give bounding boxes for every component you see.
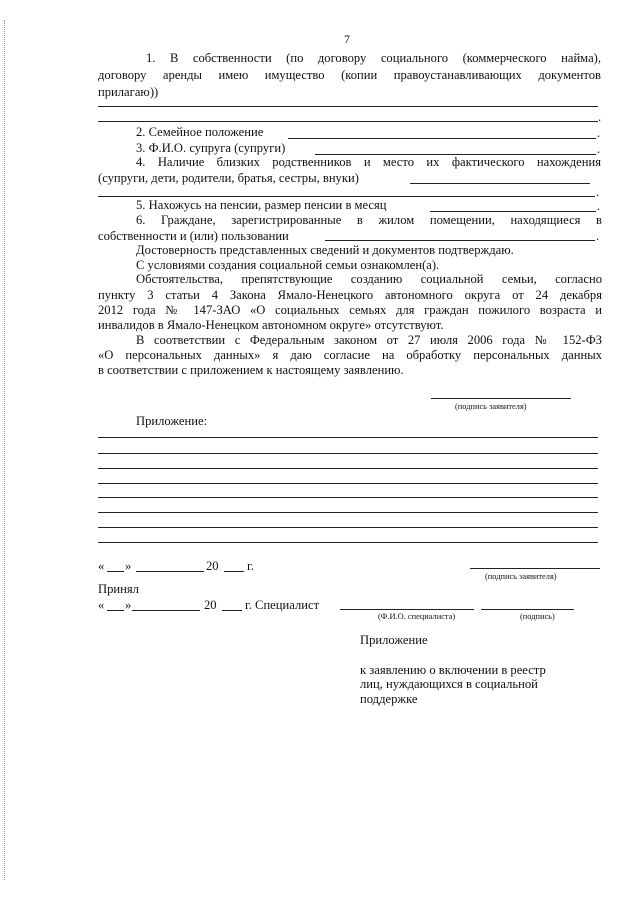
accepted-month-line[interactable]	[132, 610, 200, 611]
item1-line3: прилагаю))	[98, 85, 159, 99]
applicant-signature-caption-1: (подпись заявителя)	[455, 402, 527, 411]
date-open-quote: «	[98, 559, 105, 573]
item6-line1: 6. Граждане, зарегистрированные в жилом помещении, находящиеся в	[136, 213, 602, 227]
accepted-open-quote: «	[98, 598, 105, 612]
item6-line2: собственности и (или) пользовании	[98, 229, 289, 243]
item3-dot: .	[597, 142, 601, 156]
conditions-statement: С условиями создания социальной семьи ознакомлен(а).	[136, 258, 440, 272]
item3-label: 3. Ф.И.О. супруга (супруги)	[136, 141, 286, 155]
scan-edge-dots	[4, 20, 5, 880]
item1-fill-line-2[interactable]	[98, 121, 598, 122]
attachment-line-2[interactable]	[98, 453, 598, 454]
reliability-statement: Достоверность представленных сведений и документов подтверждаю.	[136, 243, 514, 257]
relatives-line-2[interactable]	[98, 196, 595, 197]
accepted-year-line[interactable]	[222, 610, 242, 611]
registered-persons-line[interactable]	[325, 240, 595, 241]
appendix-line2: лиц, нуждающихся в социальной	[360, 677, 538, 691]
item1-line1: 1. В собственности (по договору социального (коммерческого найма),	[146, 51, 601, 65]
date-year-line[interactable]	[224, 571, 244, 572]
date-year-suffix: г.	[247, 559, 254, 573]
date-close-quote: »	[125, 559, 132, 573]
specialist-name-caption: (Ф.И.О. специалиста)	[378, 612, 456, 621]
item4-line1: 4. Наличие близких родственников и место их фактического нахождения	[136, 155, 601, 169]
accepted-close-quote: »	[125, 598, 132, 612]
date-day-line[interactable]	[107, 571, 124, 572]
circumstances-line2: пункту 3 статьи 4 Закона Ямало-Ненецкого автономного округа от 24 декабря	[98, 288, 602, 302]
attachment-line-3[interactable]	[98, 468, 598, 469]
applicant-signature-line-2[interactable]	[470, 568, 600, 569]
attachment-line-1[interactable]	[98, 437, 598, 438]
item1-end-dot: .	[598, 110, 602, 124]
consent-line1: В соответствии с Федеральным законом от 27 июля 2006 года № 152-ФЗ	[136, 333, 602, 347]
attachment-line-4[interactable]	[98, 483, 598, 484]
accepted-year-suffix: г. Специалист	[245, 598, 320, 612]
pension-line[interactable]	[430, 211, 596, 212]
attachment-line-5[interactable]	[98, 497, 598, 498]
circumstances-line4: инвалидов в Ямало-Ненецком автономном округе» отсутствуют.	[98, 318, 444, 332]
accepted-label: Принял	[98, 582, 139, 596]
attachment-label: Приложение:	[136, 414, 208, 428]
item4-line2: (супруги, дети, родители, братья, сестры, внуки)	[98, 171, 359, 185]
attachment-line-6[interactable]	[98, 512, 598, 513]
consent-line3: в соответствии с приложением к настоящему заявлению.	[98, 363, 404, 377]
item5-dot: .	[597, 199, 601, 213]
specialist-signature-line[interactable]	[481, 609, 574, 610]
date-month-line[interactable]	[136, 571, 204, 572]
date-year-prefix: 20	[206, 559, 219, 573]
accepted-day-line[interactable]	[107, 610, 124, 611]
accepted-year-prefix: 20	[204, 598, 217, 612]
appendix-title: Приложение	[360, 633, 428, 647]
item1-line2: договору аренды имею имущество (копии правоустанавливающих документов	[98, 68, 601, 82]
applicant-signature-line-1[interactable]	[431, 398, 571, 399]
item6-dot: .	[596, 229, 600, 243]
appendix-line1: к заявлению о включении в реестр	[360, 663, 546, 677]
specialist-signature-caption: (подпись)	[520, 612, 555, 621]
consent-line2: «О персональных данных» я даю согласие на обработку персональных данных	[98, 348, 602, 362]
applicant-signature-caption-2: (подпись заявителя)	[485, 572, 557, 581]
page-number: 7	[344, 32, 350, 46]
item2-dot: .	[597, 126, 601, 140]
attachment-line-8[interactable]	[98, 542, 598, 543]
specialist-name-line[interactable]	[340, 609, 474, 610]
circumstances-line1: Обстоятельства, препятствующие созданию социальной семьи, согласно	[136, 272, 602, 286]
item1-fill-line-1[interactable]	[98, 106, 598, 107]
attachment-line-7[interactable]	[98, 527, 598, 528]
item5-label: 5. Нахожусь на пенсии, размер пенсии в месяц	[136, 198, 387, 212]
appendix-line3: поддержке	[360, 692, 418, 706]
relatives-line-1[interactable]	[410, 183, 590, 184]
item4-dot: .	[596, 185, 600, 199]
marital-status-line[interactable]	[288, 138, 596, 139]
item2-label: 2. Семейное положение	[136, 125, 264, 139]
circumstances-line3: 2012 года № 147-ЗАО «О социальных семьях для граждан пожилого возраста и	[98, 303, 602, 317]
